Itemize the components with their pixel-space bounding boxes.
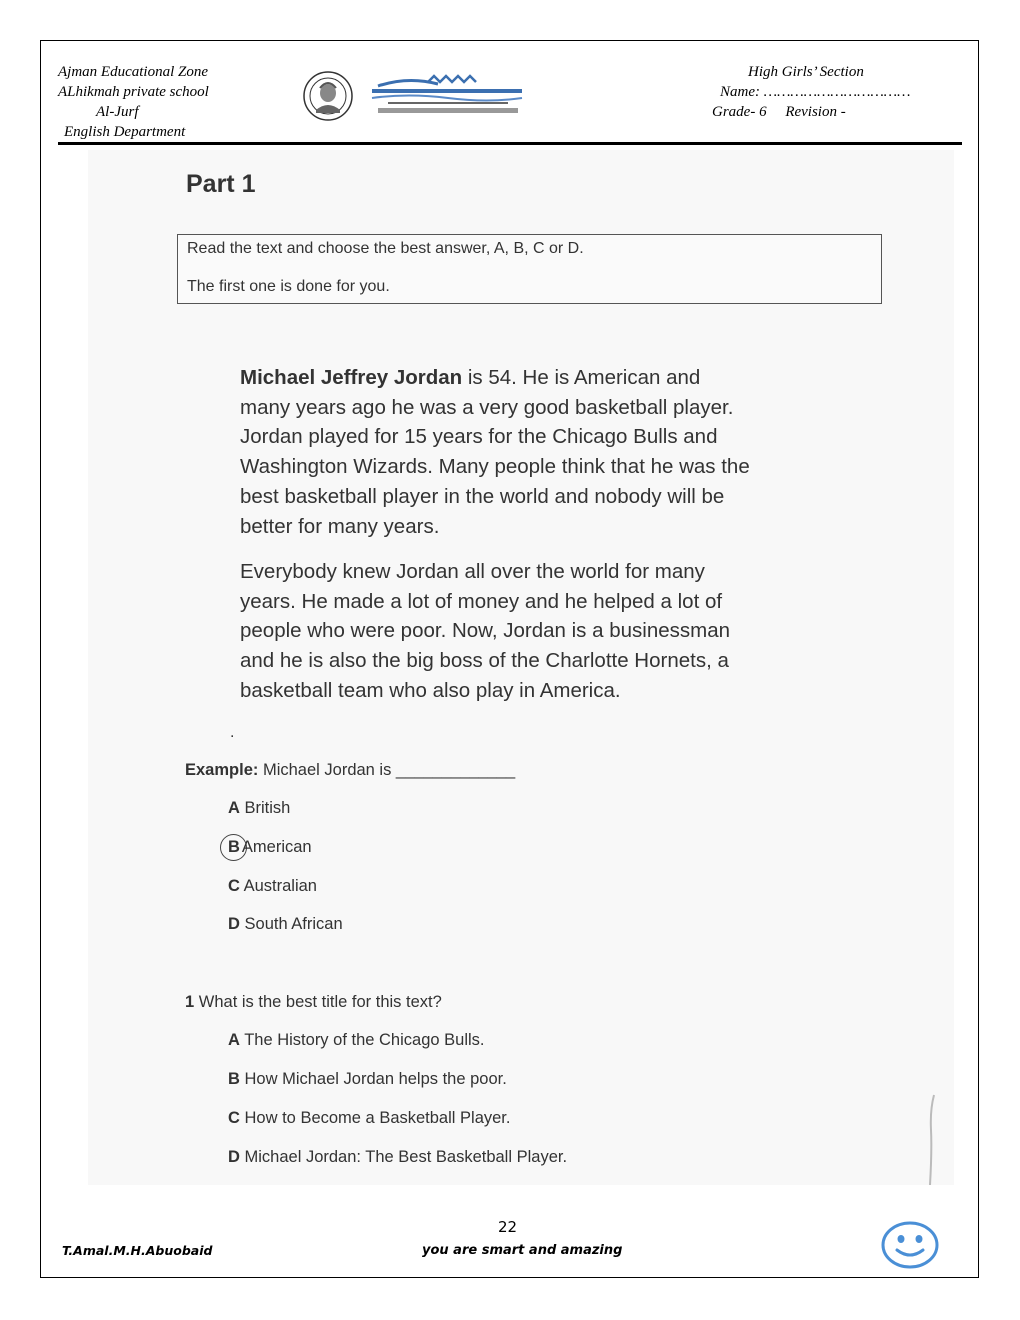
passage-line: basketball team who also play in America. [240, 678, 621, 702]
part-title: Part 1 [186, 170, 256, 198]
example-option-d[interactable]: D South African [228, 915, 343, 933]
example-option-a[interactable]: A British [228, 799, 291, 817]
question-1-option-d[interactable]: D Michael Jordan: The Best Basketball Player. [228, 1148, 568, 1166]
school-name: ALhikmah private school [58, 84, 209, 100]
page-number: 22 [498, 1218, 518, 1236]
passage-paragraph-1 [240, 363, 830, 541]
passage-line: and he is also the big boss of the Charlotte Hornets, a [240, 649, 729, 673]
passage-paragraph-2 [240, 557, 830, 706]
passage-line: Michael Jeffrey Jordan is 54. He is American and [240, 366, 701, 389]
passage-line: many years ago he was a very good basketball player. [240, 395, 734, 419]
header-right [700, 62, 910, 122]
instructions-box [177, 234, 882, 304]
passage-line: Washington Wizards. Many people think that he was the [240, 455, 750, 479]
school-seal-icon [302, 70, 354, 122]
section-name: High Girls’ Section [748, 64, 864, 80]
passage-line: Jordan played for 15 years for the Chicago Bulls and [240, 425, 718, 449]
zone-name: Ajman Educational Zone [58, 64, 208, 80]
passage-line: Everybody knew Jordan all over the world for many [240, 560, 705, 583]
footer-author: T.Amal.M.H.Abuobaid [62, 1243, 213, 1258]
instruction-line: The first one is done for you. [187, 278, 390, 295]
example-option-b[interactable]: B American [228, 838, 312, 856]
example-option-c[interactable]: C Australian [228, 877, 317, 895]
question-1-option-a[interactable]: A The History of the Chicago Bulls. [228, 1031, 485, 1049]
question-1-stem: 1 What is the best title for this text? [185, 993, 442, 1011]
scan-edge-mark [924, 1090, 938, 1190]
question-number: 1 [185, 993, 195, 1011]
stray-dot: . [230, 724, 235, 741]
smiley-icon [880, 1220, 940, 1270]
question-1-option-b[interactable]: B How Michael Jordan helps the poor. [228, 1070, 507, 1088]
passage-line: best basketball player in the world and nobody will be [240, 484, 725, 508]
header-rule [58, 142, 962, 145]
example-label: Example: [185, 761, 259, 779]
instruction-line: Read the text and choose the best answer, A, B, C or D. [187, 240, 584, 257]
department-name: English Department [64, 124, 186, 140]
student-name-line: Name: …………………………… [720, 84, 911, 100]
grade-revision: Grade- 6 Revision - [712, 104, 846, 120]
passage-name: Michael Jeffrey Jordan [240, 366, 463, 389]
footer-motto: you are smart and amazing [422, 1243, 623, 1258]
school-location: Al-Jurf [96, 104, 139, 120]
passage-line: better for many years. [240, 514, 440, 538]
example-stem: Example: Michael Jordan is _____________ [185, 761, 516, 779]
passage-line: years. He made a lot of money and he helped a lot of [240, 589, 723, 613]
header-left [58, 62, 209, 142]
passage-line: people who were poor. Now, Jordan is a businessman [240, 619, 731, 643]
school-logo-icon [368, 72, 524, 118]
question-1-option-c[interactable]: C How to Become a Basketball Player. [228, 1109, 511, 1127]
